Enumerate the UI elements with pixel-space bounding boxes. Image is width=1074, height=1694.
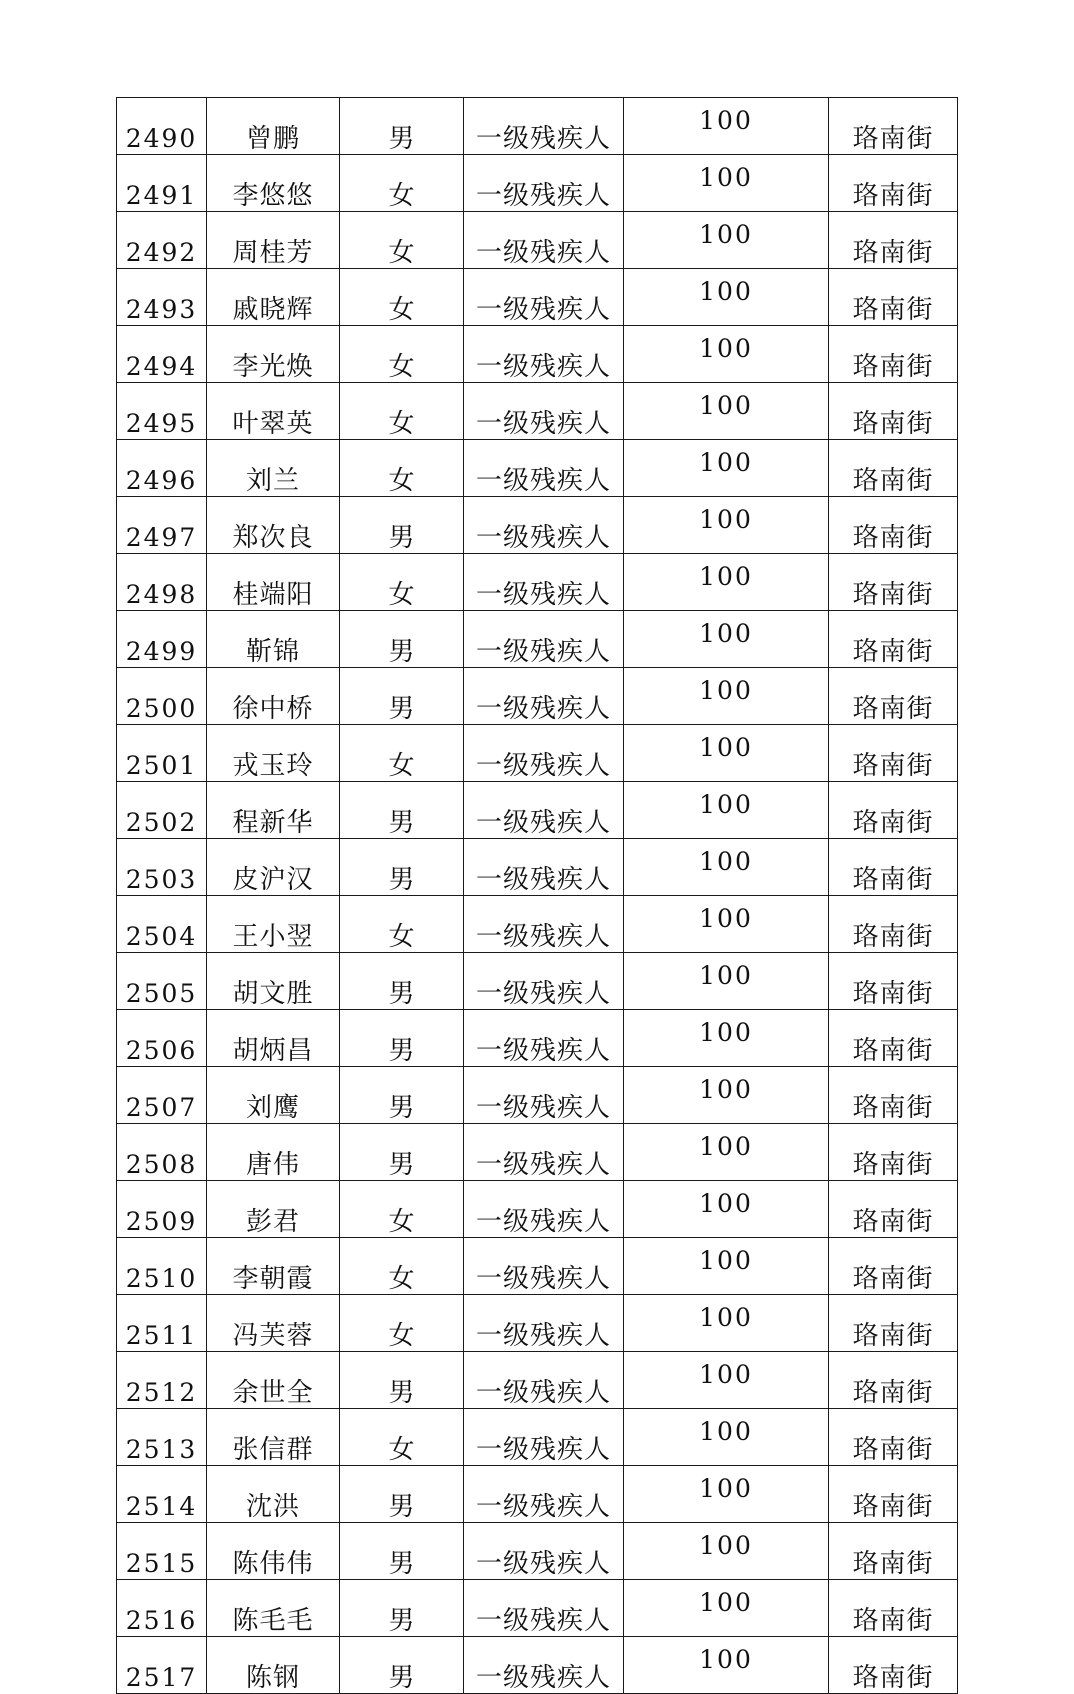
- amount-cell: 100: [624, 782, 829, 839]
- disability-level-cell: 一级残疾人: [464, 1466, 624, 1523]
- name-cell: 胡炳昌: [207, 1010, 340, 1067]
- table-row: [117, 1580, 958, 1637]
- gender-cell: 女: [340, 1295, 464, 1352]
- gender-cell: 男: [340, 668, 464, 725]
- serial-number-cell: 2513: [117, 1409, 207, 1466]
- serial-number-cell: 2494: [117, 326, 207, 383]
- disability-level-cell: 一级残疾人: [464, 1580, 624, 1637]
- street-cell: 珞南街: [829, 98, 958, 155]
- street-cell: 珞南街: [829, 953, 958, 1010]
- table-row: [117, 611, 958, 668]
- table-row: [117, 668, 958, 725]
- serial-number-cell: 2500: [117, 668, 207, 725]
- table-row: [117, 1466, 958, 1523]
- gender-cell: 女: [340, 1409, 464, 1466]
- table-row: [117, 554, 958, 611]
- disability-level-cell: 一级残疾人: [464, 1181, 624, 1238]
- amount-cell: 100: [624, 497, 829, 554]
- disability-level-cell: 一级残疾人: [464, 1067, 624, 1124]
- name-cell: 冯芙蓉: [207, 1295, 340, 1352]
- amount-cell: 100: [624, 155, 829, 212]
- name-cell: 桂端阳: [207, 554, 340, 611]
- gender-cell: 男: [340, 1067, 464, 1124]
- name-cell: 周桂芳: [207, 212, 340, 269]
- serial-number-cell: 2498: [117, 554, 207, 611]
- name-cell: 李悠悠: [207, 155, 340, 212]
- amount-cell: 100: [624, 1580, 829, 1637]
- gender-cell: 男: [340, 782, 464, 839]
- disability-level-cell: 一级残疾人: [464, 383, 624, 440]
- street-cell: 珞南街: [829, 668, 958, 725]
- serial-number-cell: 2512: [117, 1352, 207, 1409]
- gender-cell: 女: [340, 554, 464, 611]
- disability-level-cell: 一级残疾人: [464, 155, 624, 212]
- serial-number-cell: 2502: [117, 782, 207, 839]
- street-cell: 珞南街: [829, 1181, 958, 1238]
- disability-level-cell: 一级残疾人: [464, 1010, 624, 1067]
- gender-cell: 女: [340, 896, 464, 953]
- name-cell: 刘鹰: [207, 1067, 340, 1124]
- table-row: [117, 1637, 958, 1694]
- serial-number-cell: 2504: [117, 896, 207, 953]
- street-cell: 珞南街: [829, 1067, 958, 1124]
- name-cell: 靳锦: [207, 611, 340, 668]
- gender-cell: 女: [340, 1238, 464, 1295]
- amount-cell: 100: [624, 212, 829, 269]
- serial-number-cell: 2490: [117, 98, 207, 155]
- disability-level-cell: 一级残疾人: [464, 839, 624, 896]
- serial-number-cell: 2517: [117, 1637, 207, 1694]
- disability-level-cell: 一级残疾人: [464, 1637, 624, 1694]
- gender-cell: 男: [340, 1010, 464, 1067]
- street-cell: 珞南街: [829, 1580, 958, 1637]
- amount-cell: 100: [624, 98, 829, 155]
- amount-cell: 100: [624, 611, 829, 668]
- name-cell: 郑次良: [207, 497, 340, 554]
- street-cell: 珞南街: [829, 1637, 958, 1694]
- table-row: [117, 839, 958, 896]
- gender-cell: 男: [340, 953, 464, 1010]
- amount-cell: 100: [624, 953, 829, 1010]
- disability-subsidy-table: [116, 97, 958, 1694]
- gender-cell: 男: [340, 1352, 464, 1409]
- serial-number-cell: 2496: [117, 440, 207, 497]
- gender-cell: 男: [340, 1637, 464, 1694]
- serial-number-cell: 2505: [117, 953, 207, 1010]
- amount-cell: 100: [624, 1124, 829, 1181]
- amount-cell: 100: [624, 383, 829, 440]
- serial-number-cell: 2499: [117, 611, 207, 668]
- gender-cell: 男: [340, 1580, 464, 1637]
- street-cell: 珞南街: [829, 1238, 958, 1295]
- serial-number-cell: 2514: [117, 1466, 207, 1523]
- gender-cell: 男: [340, 839, 464, 896]
- serial-number-cell: 2515: [117, 1523, 207, 1580]
- amount-cell: 100: [624, 1238, 829, 1295]
- disability-level-cell: 一级残疾人: [464, 212, 624, 269]
- name-cell: 胡文胜: [207, 953, 340, 1010]
- gender-cell: 男: [340, 1523, 464, 1580]
- name-cell: 陈钢: [207, 1637, 340, 1694]
- street-cell: 珞南街: [829, 1409, 958, 1466]
- serial-number-cell: 2492: [117, 212, 207, 269]
- street-cell: 珞南街: [829, 1352, 958, 1409]
- disability-level-cell: 一级残疾人: [464, 497, 624, 554]
- street-cell: 珞南街: [829, 896, 958, 953]
- street-cell: 珞南街: [829, 611, 958, 668]
- amount-cell: 100: [624, 1466, 829, 1523]
- table-row: [117, 155, 958, 212]
- disability-level-cell: 一级残疾人: [464, 269, 624, 326]
- serial-number-cell: 2493: [117, 269, 207, 326]
- amount-cell: 100: [624, 1010, 829, 1067]
- disability-level-cell: 一级残疾人: [464, 1523, 624, 1580]
- gender-cell: 男: [340, 497, 464, 554]
- serial-number-cell: 2491: [117, 155, 207, 212]
- amount-cell: 100: [624, 1067, 829, 1124]
- gender-cell: 男: [340, 98, 464, 155]
- amount-cell: 100: [624, 1523, 829, 1580]
- gender-cell: 女: [340, 212, 464, 269]
- name-cell: 刘兰: [207, 440, 340, 497]
- street-cell: 珞南街: [829, 554, 958, 611]
- amount-cell: 100: [624, 326, 829, 383]
- amount-cell: 100: [624, 269, 829, 326]
- disability-level-cell: 一级残疾人: [464, 782, 624, 839]
- serial-number-cell: 2511: [117, 1295, 207, 1352]
- table-row: [117, 896, 958, 953]
- street-cell: 珞南街: [829, 1010, 958, 1067]
- amount-cell: 100: [624, 896, 829, 953]
- disability-level-cell: 一级残疾人: [464, 1352, 624, 1409]
- table-row: [117, 326, 958, 383]
- street-cell: 珞南街: [829, 1295, 958, 1352]
- serial-number-cell: 2495: [117, 383, 207, 440]
- table-row: [117, 1409, 958, 1466]
- gender-cell: 女: [340, 440, 464, 497]
- table-row: [117, 1067, 958, 1124]
- name-cell: 叶翠英: [207, 383, 340, 440]
- gender-cell: 男: [340, 1124, 464, 1181]
- table-row: [117, 1352, 958, 1409]
- street-cell: 珞南街: [829, 497, 958, 554]
- amount-cell: 100: [624, 668, 829, 725]
- serial-number-cell: 2510: [117, 1238, 207, 1295]
- disability-level-cell: 一级残疾人: [464, 668, 624, 725]
- disability-level-cell: 一级残疾人: [464, 98, 624, 155]
- gender-cell: 女: [340, 269, 464, 326]
- gender-cell: 女: [340, 383, 464, 440]
- table-row: [117, 383, 958, 440]
- street-cell: 珞南街: [829, 782, 958, 839]
- table-row: [117, 1238, 958, 1295]
- gender-cell: 女: [340, 725, 464, 782]
- table-row: [117, 1523, 958, 1580]
- amount-cell: 100: [624, 1295, 829, 1352]
- name-cell: 陈毛毛: [207, 1580, 340, 1637]
- street-cell: 珞南街: [829, 326, 958, 383]
- table-row: [117, 1124, 958, 1181]
- name-cell: 李光焕: [207, 326, 340, 383]
- gender-cell: 男: [340, 611, 464, 668]
- table-row: [117, 782, 958, 839]
- amount-cell: 100: [624, 1181, 829, 1238]
- table-row: [117, 98, 958, 155]
- name-cell: 戚晓辉: [207, 269, 340, 326]
- name-cell: 皮沪汉: [207, 839, 340, 896]
- serial-number-cell: 2507: [117, 1067, 207, 1124]
- disability-level-cell: 一级残疾人: [464, 1238, 624, 1295]
- name-cell: 唐伟: [207, 1124, 340, 1181]
- serial-number-cell: 2503: [117, 839, 207, 896]
- gender-cell: 女: [340, 1181, 464, 1238]
- table-row: [117, 440, 958, 497]
- table-row: [117, 1295, 958, 1352]
- street-cell: 珞南街: [829, 212, 958, 269]
- name-cell: 张信群: [207, 1409, 340, 1466]
- gender-cell: 女: [340, 155, 464, 212]
- amount-cell: 100: [624, 1352, 829, 1409]
- table-row: [117, 725, 958, 782]
- serial-number-cell: 2509: [117, 1181, 207, 1238]
- disability-level-cell: 一级残疾人: [464, 554, 624, 611]
- disability-level-cell: 一级残疾人: [464, 1124, 624, 1181]
- table-row: [117, 269, 958, 326]
- name-cell: 王小翌: [207, 896, 340, 953]
- street-cell: 珞南街: [829, 1124, 958, 1181]
- amount-cell: 100: [624, 554, 829, 611]
- amount-cell: 100: [624, 725, 829, 782]
- street-cell: 珞南街: [829, 1523, 958, 1580]
- amount-cell: 100: [624, 440, 829, 497]
- table-row: [117, 1010, 958, 1067]
- street-cell: 珞南街: [829, 839, 958, 896]
- disability-level-cell: 一级残疾人: [464, 953, 624, 1010]
- amount-cell: 100: [624, 1409, 829, 1466]
- serial-number-cell: 2497: [117, 497, 207, 554]
- street-cell: 珞南街: [829, 155, 958, 212]
- disability-level-cell: 一级残疾人: [464, 1295, 624, 1352]
- serial-number-cell: 2516: [117, 1580, 207, 1637]
- disability-level-cell: 一级残疾人: [464, 440, 624, 497]
- table-row: [117, 1181, 958, 1238]
- street-cell: 珞南街: [829, 440, 958, 497]
- name-cell: 徐中桥: [207, 668, 340, 725]
- disability-level-cell: 一级残疾人: [464, 326, 624, 383]
- disability-level-cell: 一级残疾人: [464, 725, 624, 782]
- street-cell: 珞南街: [829, 383, 958, 440]
- amount-cell: 100: [624, 1637, 829, 1694]
- amount-cell: 100: [624, 839, 829, 896]
- table-body: [117, 98, 958, 1694]
- disability-level-cell: 一级残疾人: [464, 896, 624, 953]
- name-cell: 余世全: [207, 1352, 340, 1409]
- name-cell: 陈伟伟: [207, 1523, 340, 1580]
- name-cell: 曾鹏: [207, 98, 340, 155]
- disability-level-cell: 一级残疾人: [464, 611, 624, 668]
- table-row: [117, 953, 958, 1010]
- serial-number-cell: 2501: [117, 725, 207, 782]
- street-cell: 珞南街: [829, 725, 958, 782]
- street-cell: 珞南街: [829, 269, 958, 326]
- name-cell: 程新华: [207, 782, 340, 839]
- gender-cell: 男: [340, 1466, 464, 1523]
- street-cell: 珞南街: [829, 1466, 958, 1523]
- serial-number-cell: 2506: [117, 1010, 207, 1067]
- gender-cell: 女: [340, 326, 464, 383]
- name-cell: 李朝霞: [207, 1238, 340, 1295]
- name-cell: 戎玉玲: [207, 725, 340, 782]
- table-row: [117, 212, 958, 269]
- name-cell: 沈洪: [207, 1466, 340, 1523]
- disability-level-cell: 一级残疾人: [464, 1409, 624, 1466]
- table-row: [117, 497, 958, 554]
- serial-number-cell: 2508: [117, 1124, 207, 1181]
- name-cell: 彭君: [207, 1181, 340, 1238]
